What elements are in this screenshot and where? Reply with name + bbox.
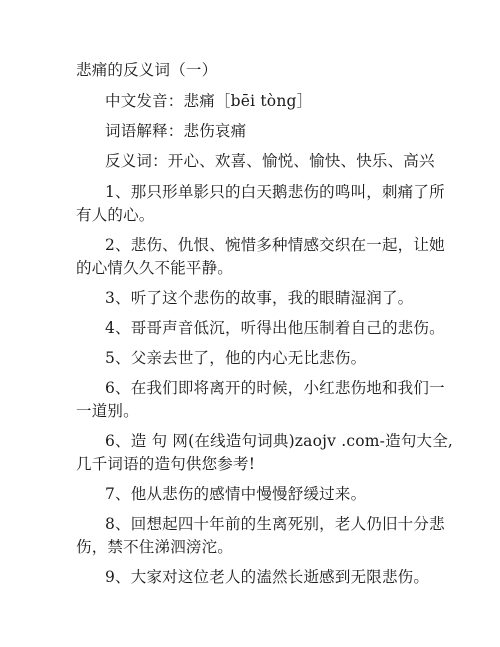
antonyms-line: 反义词：开心、欢喜、愉悦、愉快、快乐、高兴 <box>105 152 435 170</box>
sentence-2-line-1: 2、悲伤、仇恨、惋惜多种情感交织在一起，让她 <box>105 236 445 254</box>
sentence-7-line-2: 几千词语的造句供您参考! <box>76 455 256 473</box>
sentence-3: 3、听了这个悲伤的故事，我的眼睛湿润了。 <box>105 289 414 307</box>
sentence-6-line-1: 6、在我们即将离开的时候，小红悲伤地和我们一 <box>105 379 445 397</box>
sentence-4: 4、哥哥声音低沉，听得出他压制着自己的悲伤。 <box>105 319 445 337</box>
sentence-9-line-2: 伤，禁不住涕泗滂沱。 <box>76 538 234 556</box>
sentence-1-line-2: 有人的心。 <box>76 206 155 224</box>
sentence-6-line-2: 一道别。 <box>76 402 139 420</box>
sentence-2-line-2: 的心情久久不能平静。 <box>76 259 234 277</box>
sentence-5: 5、父亲去世了，他的内心无比悲伤。 <box>105 349 367 367</box>
sentence-10: 9、大家对这位老人的溘然长逝感到无限悲伤。 <box>105 568 430 586</box>
sentence-8: 7、他从悲伤的感情中慢慢舒缓过来。 <box>105 485 367 503</box>
explanation-line: 词语解释：悲伤哀痛 <box>105 122 247 140</box>
pronunciation-line: 中文发音：悲痛［bēi tòng］ <box>105 92 313 110</box>
sentence-9-line-1: 8、回想起四十年前的生离死别，老人仍旧十分悲 <box>105 515 445 533</box>
sentence-7-line-1: 6、造 句 网(在线造句词典)zaojv .com-造句大全, <box>105 432 454 450</box>
document-title: 悲痛的反义词（一） <box>76 61 218 79</box>
sentence-1-line-1: 1、那只形单影只的白天鹅悲伤的鸣叫，刺痛了所 <box>105 183 445 201</box>
